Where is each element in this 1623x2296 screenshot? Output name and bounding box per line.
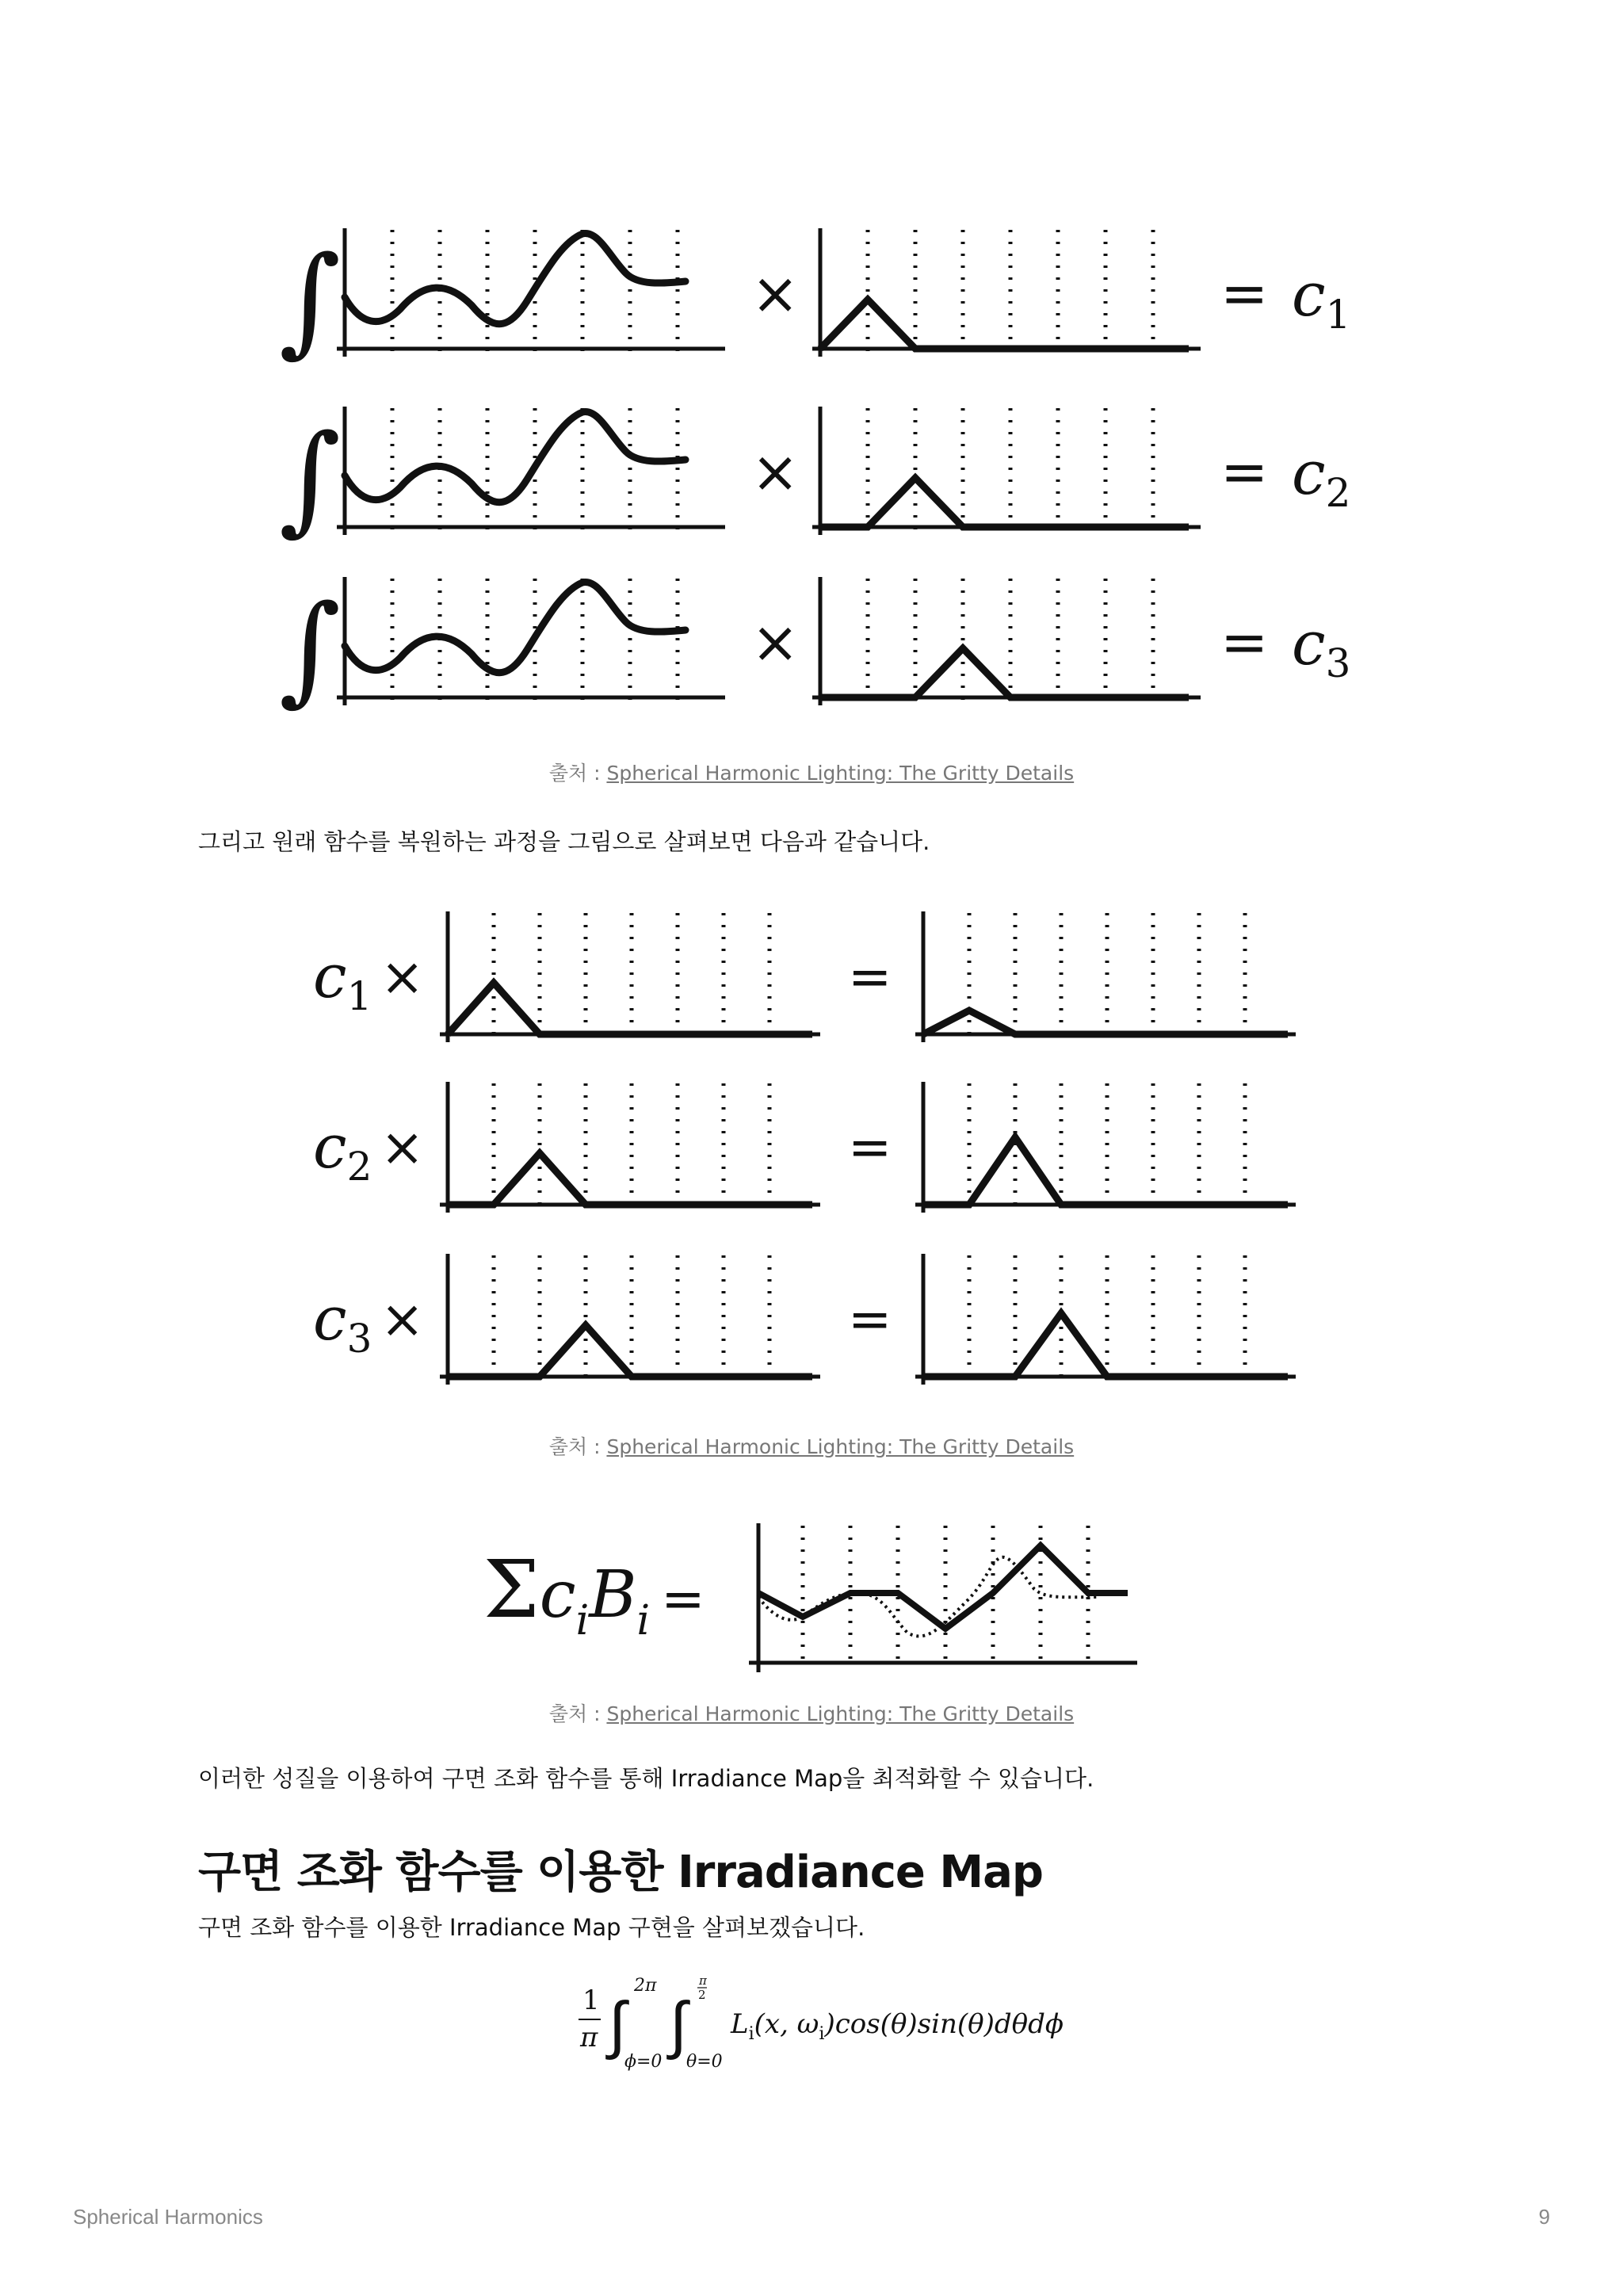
function-graph [337, 407, 725, 535]
times-sign: × [380, 1117, 425, 1178]
paragraph-optimization: 이러한 성질을 이용하여 구면 조화 함수를 통해 Irradiance Map을 최적화할 수 있습니다. [198, 1765, 1094, 1792]
figure1-caption [0, 758, 1623, 786]
source-link[interactable]: Spherical Harmonic Lighting: The Gritty Details [606, 762, 1075, 785]
int1-upper: 2π [634, 1976, 657, 1996]
integrand: $L_i(x$, $\omega_i)\cos(\theta)\sin(\theta)d\theta d\phi$ [731, 2008, 1064, 2044]
integral-sign: ∫ [609, 1988, 626, 2061]
int2-upper-den: 2 [698, 1988, 706, 2002]
int2-lower: θ=0 [686, 2052, 723, 2072]
page-number: 9 [1538, 2205, 1550, 2229]
basis-graph [812, 407, 1201, 535]
scaled-basis-graph [915, 1254, 1296, 1385]
equals-sign: = [848, 1289, 892, 1350]
scaled-basis-graph [915, 911, 1296, 1042]
times-sign: × [751, 609, 800, 675]
fraction-numerator: 1 [582, 1985, 600, 2016]
fraction-denominator: π [580, 2022, 598, 2053]
function-graph [337, 577, 725, 705]
equals-sign: = [848, 1117, 892, 1178]
equals-sign: = [848, 946, 892, 1007]
basis-graph [440, 1082, 820, 1213]
caption-prefix: 출처 : [548, 762, 607, 785]
sum-expression: ΣciBi = [483, 1543, 705, 1645]
figure2-row-3 [313, 1254, 1296, 1385]
equals-sign: = [1220, 438, 1269, 505]
section-heading: 구면 조화 함수를 이용한 Irradiance Map [198, 1847, 1044, 1898]
paragraph-reconstruction-intro: 그리고 원래 함수를 복원하는 과정을 그림으로 살펴보면 다음과 같습니다. [198, 828, 930, 855]
coefficient: $c_1$ [1292, 259, 1351, 338]
coefficient: $c_2$ [313, 1111, 372, 1190]
figure1-row-1 [279, 228, 1350, 369]
times-sign: × [380, 946, 425, 1007]
times-sign: × [751, 260, 800, 327]
figure2-row-1 [313, 911, 1296, 1042]
function-graph [337, 228, 725, 357]
figure-sum [475, 1514, 1141, 1680]
footer-title: Spherical Harmonics [73, 2205, 263, 2229]
int1-lower: ϕ=0 [624, 2052, 663, 2072]
coefficient: $c_3$ [313, 1283, 372, 1362]
coefficient: $c_3$ [1292, 608, 1351, 686]
equals-sign: = [1220, 609, 1269, 675]
figure1-row-2 [279, 407, 1350, 548]
basis-graph [812, 577, 1201, 705]
integral-sign: ∫ [279, 410, 342, 548]
figure3-caption [0, 1698, 1623, 1727]
figure2-row-2 [313, 1082, 1296, 1213]
figure-reconstruction [301, 904, 1331, 1395]
irradiance-integral-formula [579, 1973, 1070, 2076]
figure1-row-3 [279, 577, 1350, 718]
source-link[interactable]: Spherical Harmonic Lighting: The Gritty Details [606, 1702, 1075, 1725]
integral-sign: ∫ [279, 580, 342, 718]
caption-prefix: 출처 : [548, 1702, 607, 1725]
caption-prefix: 출처 : [548, 1435, 607, 1458]
paragraph-implementation-intro: 구면 조화 함수를 이용한 Irradiance Map 구현을 살펴보겠습니다. [198, 1914, 865, 1941]
integral-sign: ∫ [670, 1988, 687, 2061]
int2-upper-num: π [699, 1973, 707, 1988]
basis-graph [440, 1254, 820, 1385]
times-sign: × [380, 1289, 425, 1350]
coefficient: $c_2$ [1292, 437, 1351, 516]
coefficient: $c_1$ [313, 941, 372, 1019]
reconstructed-graph [749, 1523, 1137, 1672]
scaled-basis-graph [915, 1082, 1296, 1213]
integral-sign: ∫ [279, 231, 342, 369]
source-link[interactable]: Spherical Harmonic Lighting: The Gritty Details [606, 1435, 1075, 1458]
equals-sign: = [1220, 260, 1269, 327]
figure-projection [262, 214, 1371, 737]
basis-graph [812, 228, 1201, 357]
basis-graph [440, 911, 820, 1042]
times-sign: × [751, 438, 800, 505]
figure2-caption [0, 1431, 1623, 1460]
